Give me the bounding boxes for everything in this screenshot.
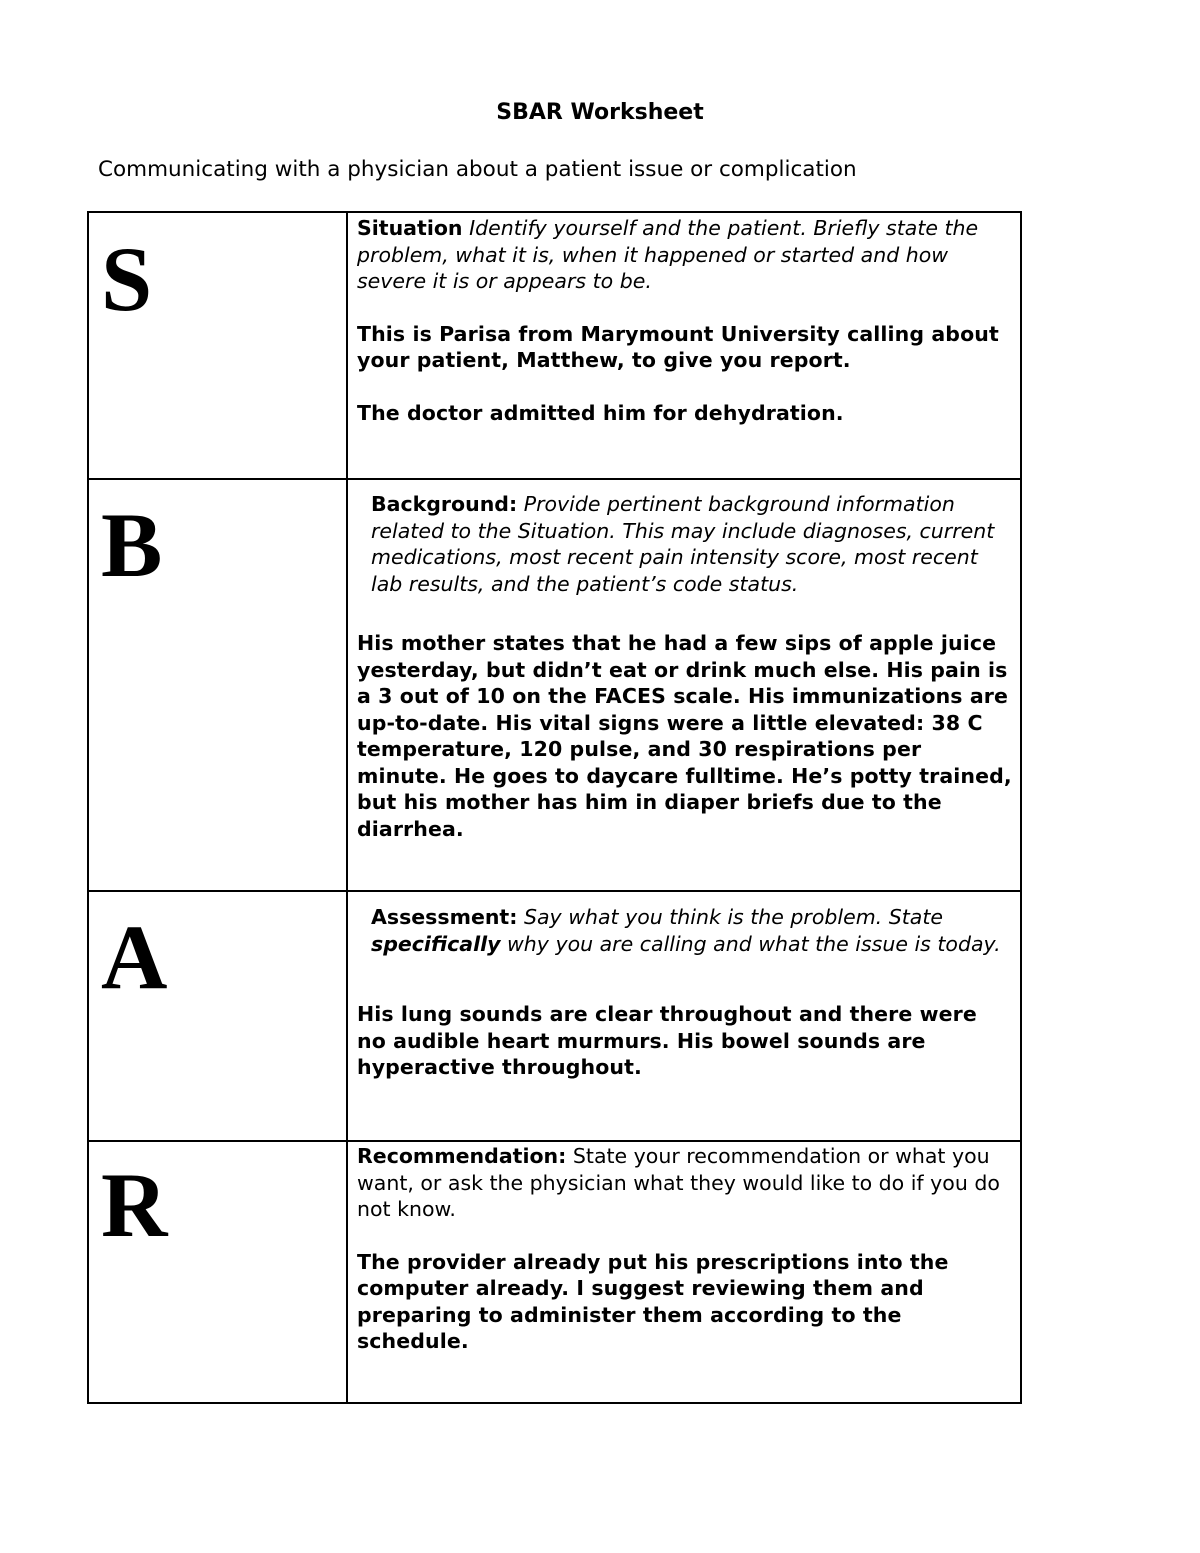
background-prompt-text: Provide pertinent background information related to the Situation. This may include diagnoses, current medications, most recent pain intensity score, most recent lab results, and the patient’s code status. <box>371 492 995 596</box>
row-divider <box>89 478 1020 480</box>
background-prompt <box>371 491 1003 597</box>
situation-letter: S <box>101 228 153 330</box>
recommendation-heading: Recommendation: <box>357 1144 567 1168</box>
recommendation-response-1: The provider already put his prescriptions into the computer already. I suggest reviewing them and preparing to administer them according to the schedule. <box>357 1249 949 1353</box>
recommendation-letter: R <box>101 1154 168 1256</box>
recommendation-cell <box>357 1143 1017 1355</box>
document-title: SBAR Worksheet <box>496 100 704 125</box>
assessment-prompt-text-b: why you are calling and what the issue is today. <box>507 931 1001 956</box>
situation-heading: Situation <box>357 216 463 240</box>
situation-response-2: The doctor admitted him for dehydration. <box>357 400 844 425</box>
situation-prompt <box>357 215 1007 295</box>
sbar-table <box>87 211 1022 1404</box>
background-response-cell <box>357 630 1017 842</box>
background-response-1: His mother states that he had a few sips of apple juice yesterday, but didn’t eat or drink much else. His pain is a 3 out of 10 on the FACES scale. His immunizations are up-to-date. His vital signs were a little elevated: 38 C temperature, 120 pulse, and 30 respirations per minute. He goes to daycare fulltime. He’s potty trained, but his mother has him in diaper briefs due to the diarrhea. <box>357 631 1012 841</box>
background-prompt-cell <box>371 491 1003 597</box>
recommendation-prompt <box>357 1143 1017 1223</box>
row-divider <box>89 890 1020 892</box>
assessment-prompt-emphasis: specifically <box>371 931 501 956</box>
row-divider <box>89 1140 1020 1142</box>
assessment-letter: A <box>101 906 168 1008</box>
background-letter: B <box>101 494 163 596</box>
assessment-response-cell <box>357 1001 997 1081</box>
document-subtitle: Communicating with a physician about a patient issue or complication <box>98 157 857 182</box>
assessment-prompt-text-a: Say what you think is the problem. State <box>523 905 943 929</box>
situation-prompt-text: Identify yourself and the patient. Briefly state the problem, what it is, when it happened or started and how severe it is or appears to be. <box>357 216 979 293</box>
background-heading: Background: <box>371 492 518 516</box>
assessment-prompt <box>371 904 1003 957</box>
assessment-response-1: His lung sounds are clear throughout and there were no audible heart murmurs. His bowel sounds are hyperactive throughout. <box>357 1002 977 1079</box>
situation-cell <box>357 215 1007 426</box>
situation-response-1: This is Parisa from Marymount University calling about your patient, Matthew, to give you report. <box>357 321 999 372</box>
assessment-prompt-cell <box>371 904 1003 957</box>
assessment-heading: Assessment: <box>371 905 518 929</box>
column-divider <box>346 213 348 1402</box>
recommendation-prompt-text: State your recommendation or what you want, or ask the physician what they would like to do if you do not know. <box>357 1144 1000 1221</box>
